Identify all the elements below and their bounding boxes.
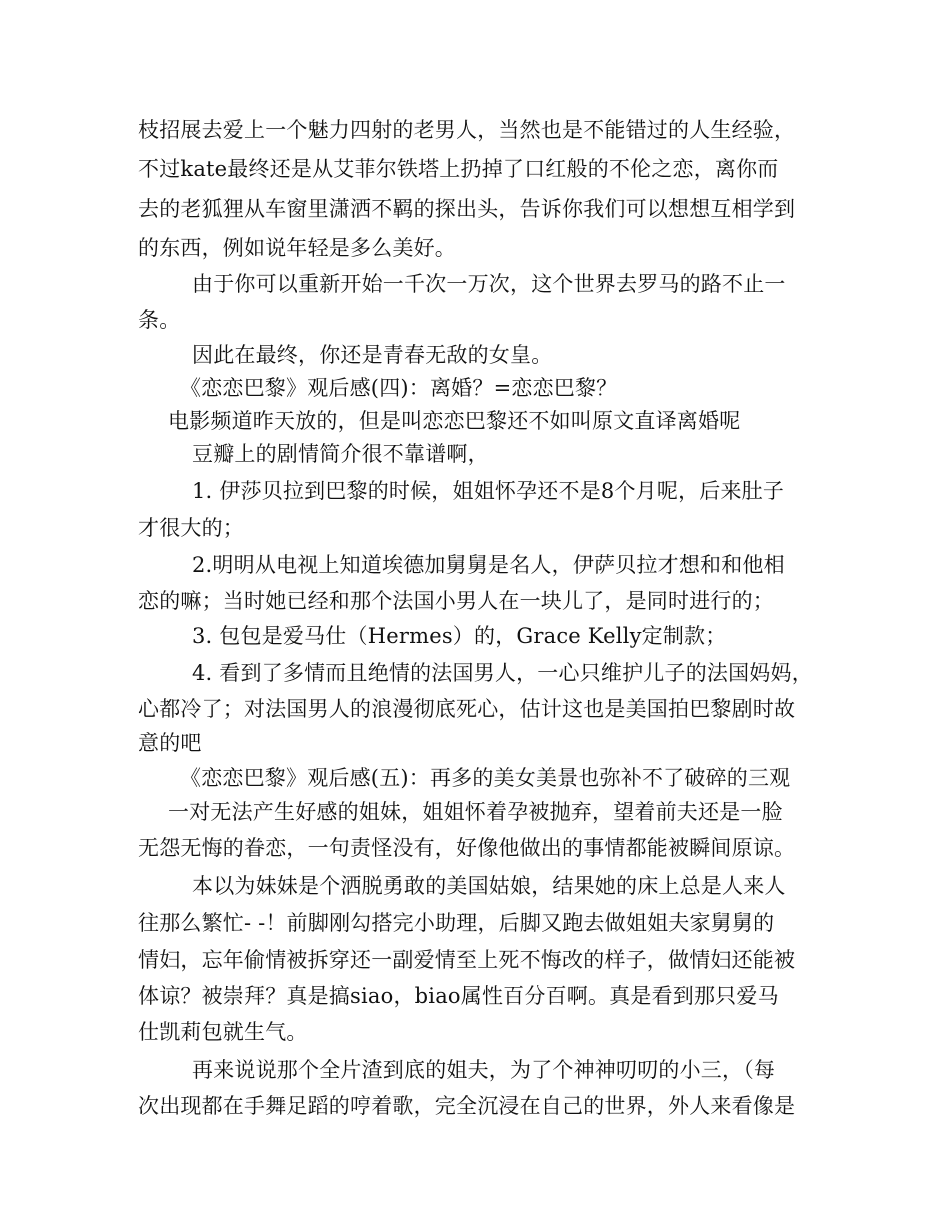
text-line: 再来说说那个全片渣到底的姐夫，为了个神神叨叨的小三，（每 <box>192 1058 776 1082</box>
text-line: 意的吧 <box>138 731 202 755</box>
text-line: 豆瓣上的剧情简介很不靠谱啊， <box>192 442 489 466</box>
text-line: 去的老狐狸从车窗里潇洒不羁的探出头，告诉你我们可以想想互相学到 <box>138 197 796 221</box>
list-item: 1. 伊莎贝拉到巴黎的时候，姐姐怀孕还不是8个月呢，后来肚子 <box>192 479 785 503</box>
text-line: 才很大的； <box>138 516 244 540</box>
text-line: 由于你可以重新开始一千次一万次，这个世界去罗马的路不止一 <box>192 272 786 296</box>
text-line: 体谅？被崇拜？真是搞siao，biao属性百分百啊。真是看到那只爱马 <box>138 984 779 1008</box>
text-line: 心都冷了；对法国男人的浪漫彻底死心，估计这也是美国拍巴黎剧时故 <box>138 697 796 721</box>
text-line: 不过kate最终还是从艾菲尔铁塔上扔掉了口红般的不伦之恋，离你而 <box>138 157 779 181</box>
text-line: 情妇，忘年偷情被拆穿还一副爱情至上死不悔改的样子，做情妇还能被 <box>138 948 796 972</box>
text-line: 仕凯莉包就生气。 <box>138 1020 308 1044</box>
text-line: 次出现都在手舞足蹈的哼着歌，完全沉浸在自己的世界，外人来看像是 <box>138 1094 796 1118</box>
text-line: 的东西，例如说年轻是多么美好。 <box>138 236 456 260</box>
text-line: 条。 <box>138 308 181 332</box>
text-line: 枝招展去爱上一个魅力四射的老男人，当然也是不能错过的人生经验， <box>138 118 796 142</box>
list-item: 2.明明从电视上知道埃德加舅舅是名人，伊萨贝拉才想和和他相 <box>192 553 785 577</box>
text-line: 一对无法产生好感的姐妹，姐姐怀着孕被抛弃，望着前夫还是一脸 <box>168 800 783 824</box>
text-line: 因此在最终，你还是青春无敌的女皇。 <box>192 343 553 367</box>
text-line: 电影频道昨天放的，但是叫恋恋巴黎还不如叫原文直译离婚呢 <box>168 409 741 433</box>
text-line: 本以为妹妹是个洒脱勇敢的美国姑娘，结果她的床上总是人来人 <box>192 874 786 898</box>
text-line: 无怨无悔的眷恋，一句责怪没有，好像他做出的事情都能被瞬间原谅。 <box>138 836 796 860</box>
text-line: 恋的嘛；当时她已经和那个法国小男人在一块儿了，是同时进行的； <box>138 589 774 613</box>
list-item: 4. 看到了多情而且绝情的法国男人，一心只维护儿子的法国妈妈， <box>192 661 813 685</box>
list-item: 3. 包包是爱马仕（Hermes）的，Grace Kelly定制款； <box>192 624 727 648</box>
text-line: 往那么繁忙- -！前脚刚勾搭完小助理，后脚又跑去做姐姐夫家舅舅的 <box>138 911 775 935</box>
section-heading: 《恋恋巴黎》观后感(四)：离婚？=恋恋巴黎？ <box>180 376 618 400</box>
section-heading: 《恋恋巴黎》观后感(五)：再多的美女美景也弥补不了破碎的三观 <box>180 766 791 790</box>
